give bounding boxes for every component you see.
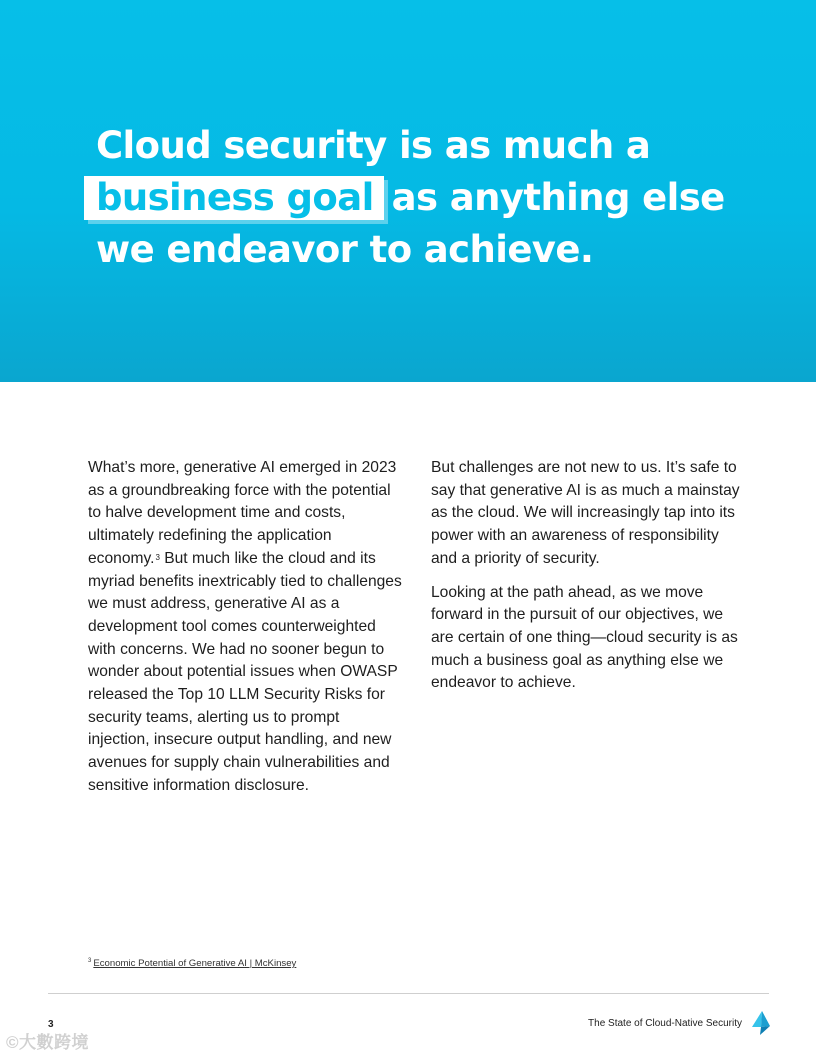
headline-line-3: we endeavor to achieve. xyxy=(96,228,594,271)
logo-shape-lower xyxy=(760,1026,770,1035)
watermark: ©大數跨境 xyxy=(6,1033,90,1052)
left-paragraph-part-1: What’s more, generative AI emerged in 2023 as a groundbreaking force with the potential to halve development time and costs, ultimately redefining the application economy. xyxy=(88,459,397,567)
hero-banner xyxy=(0,0,816,382)
page-headline xyxy=(96,120,776,276)
headline-line-1: Cloud security is as much a xyxy=(96,124,651,167)
page-number: 3 xyxy=(48,1019,54,1030)
footer-divider xyxy=(48,993,769,994)
headline-highlight-box xyxy=(96,172,384,224)
headline-line-2 xyxy=(96,172,776,224)
left-paragraph-part-2: But much like the cloud and its myriad benefits inextricably tied to challenges we must address, generative AI as a development tool comes counterweighted with concerns. We had no sooner begun to wonder about potential issues when OWASP released the Top 10 LLM Security Risks for security teams, alerting us to prompt injection, insecure output handling, and new avenues for supply chain vulnerabilities and sensitive information disclosure. xyxy=(88,549,402,794)
logo-shape-right xyxy=(761,1011,770,1027)
right-paragraph-2: Looking at the path ahead, as we move forward in the pursuit of our objectives, we are certain of one thing—cloud security is as much a business goal as anything else we endeavor to achieve. xyxy=(431,583,738,692)
footnote-link[interactable]: Economic Potential of Generative AI | McKinsey xyxy=(93,958,297,969)
brand-logo-icon xyxy=(751,1011,771,1035)
headline-highlight: business goal xyxy=(84,176,384,220)
left-paragraph xyxy=(88,457,403,798)
headline-line-2-rest: as anything else xyxy=(391,176,725,219)
logo-shape-upper xyxy=(752,1011,762,1027)
right-column xyxy=(431,457,746,695)
footer-title: The State of Cloud-Native Security xyxy=(588,1018,742,1029)
right-paragraph-1: But challenges are not new to us. It’s safe to say that generative AI is as much a mainstay as the cloud. We will increasingly tap into its power with an awareness of responsibility and a priority of security. xyxy=(431,459,740,567)
left-column xyxy=(88,457,403,798)
footnote-number: 3 xyxy=(88,958,92,964)
footnote-reference: 3 xyxy=(155,552,160,562)
footnote xyxy=(88,958,296,969)
